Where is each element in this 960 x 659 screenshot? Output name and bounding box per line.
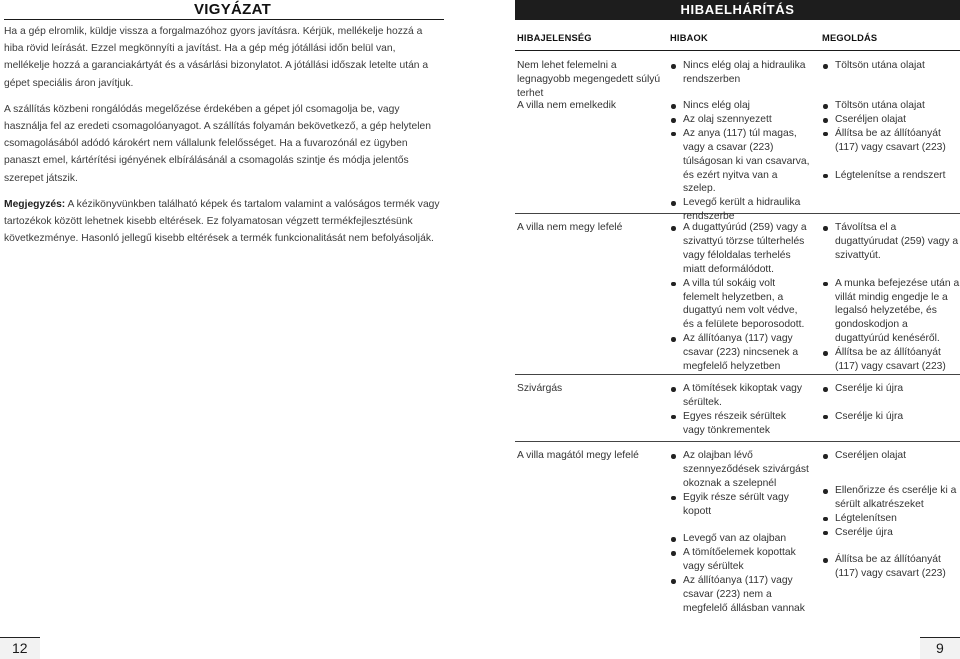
fix-item: Állítsa be az állítóanyát (117) vagy csavart (223) — [822, 127, 960, 155]
troubleshooting-banner: HIBAELHÁRÍTÁS — [515, 0, 960, 20]
row5-symptom: A villa magától megy lefelé — [517, 450, 639, 461]
cause-item: Egyik része sérült vagy kopott — [670, 491, 810, 519]
row1-symptom: Nem lehet felemelni a legnagyobb megengedett súlyú terhet — [517, 60, 661, 99]
fix-item: Cserélje ki újra — [822, 382, 960, 396]
header-fix: MEGOLDÁS — [822, 33, 878, 43]
header-divider — [515, 50, 960, 51]
row3-fixes — [822, 221, 960, 374]
row4-symptom: Szivárgás — [517, 383, 563, 394]
fix-item: Cseréljen olajat — [822, 449, 960, 463]
fix-item: Állítsa be az állítóanyát (117) vagy csavart (223) — [822, 553, 960, 581]
fix-item: Cserélje ki újra — [822, 410, 960, 424]
cause-item: Az állítóanya (117) vagy csavar (223) nincsenek a megfelelő helyzetben — [670, 332, 810, 374]
fix-item: Ellenőrizze és cserélje ki a sérült alkatrészeket — [822, 484, 960, 512]
row2-causes — [670, 99, 810, 224]
row1-causes — [670, 59, 810, 87]
fix-item: Töltsön utána olajat — [822, 59, 960, 73]
fix-item: A munka befejezése után a villát mindig engedje le a legalsó helyzetébe, és gondoskodjon a dugattyúrúd kenéséről. — [822, 277, 960, 347]
row2-symptom: A villa nem emelkedik — [517, 100, 617, 111]
fix-item: Légtelenítse a rendszert — [822, 169, 960, 183]
fix-item: Állítsa be az állítóanyát (117) vagy csavart (223) — [822, 346, 960, 374]
row-divider — [515, 441, 960, 442]
cause-item: Levegő van az olajban — [670, 532, 810, 546]
row4-causes — [670, 382, 810, 438]
cause-item: Egyes részeik sérültek vagy tönkrementek — [670, 410, 810, 438]
row1-fixes — [822, 59, 960, 73]
row-divider — [515, 374, 960, 375]
cause-item: Az állítóanya (117) vagy csavar (223) nem a megfelelő állásban vannak — [670, 574, 810, 616]
cause-item: A dugattyúrúd (259) vagy a szivattyú törzse túlterhelés vagy féloldalas terhelés miatt deformálódott. — [670, 221, 810, 277]
cause-item: Nincs elég olaj — [670, 99, 810, 113]
row4-fixes — [822, 382, 960, 424]
row5-causes — [670, 449, 810, 616]
right-page — [515, 0, 960, 20]
warning-banner — [4, 0, 444, 20]
cause-item: Levegő került a hidraulika rendszerbe — [670, 196, 810, 224]
left-page — [4, 0, 444, 247]
fix-item: Cserélje újra — [822, 526, 960, 540]
cause-item: Az anya (117) túl magas, vagy a csavar (223) túlságosan ki van csavarva, és ezért nyitva van a szelep. — [670, 127, 810, 197]
cause-item: A tömítések kikoptak vagy sérültek. — [670, 382, 810, 410]
fix-item: Távolítsa el a dugattyúrudat (259) vagy a szivattyút. — [822, 221, 960, 263]
row3-causes — [670, 221, 810, 374]
cause-item: Az olajban lévő szennyeződések szivárgást okoznak a szelepnél — [670, 449, 810, 491]
note-paragraph — [4, 196, 444, 248]
cause-item: Nincs elég olaj a hidraulika rendszerben — [670, 59, 810, 87]
header-symptom: HIBAJELENSÉG — [517, 33, 592, 43]
row3-symptom: A villa nem megy lefelé — [517, 222, 623, 233]
note-label: Megjegyzés: — [4, 198, 66, 210]
header-cause: HIBAOK — [670, 33, 708, 43]
shipping-paragraph: A szállítás közbeni rongálódás megelőzése érdekében a gépet jól csomagolja be, vagy használja fel az eredeti csomagolóanyagot. A szállítás folyamán bekövetkező, a gép helytelen csomagolásából adódó károkért nem vállalunk felelősséget. Ha a fuvarozónál ez ügyben panaszt emel, kártérítési igényének elbírálásánál a csomagolás szintje és módja jelentős szerepet játszik. — [4, 103, 432, 184]
page-number-left: 12 — [0, 637, 40, 659]
warranty-paragraph: Ha a gép elromlik, küldje vissza a forgalmazóhoz gyors javításra. Kérjük, mellékelje hozzá a hiba rövid leírását. Ezzel megkönnyíti a javítást. Ha a gép még jótállási időn belül van, mellékelje hozzá a garanciakártyát és a vásárlási bizonylatot. A jótállási időszak letelte után a gépet speciális áron javítjuk. — [4, 26, 429, 89]
cause-item: Az olaj szennyezett — [670, 113, 810, 127]
cause-item: A tömítőelemek kopottak vagy sérültek — [670, 546, 810, 574]
row2-fixes — [822, 99, 960, 182]
fix-item: Töltsön utána olajat — [822, 99, 960, 113]
fix-item: Légtelenítsen — [822, 512, 960, 526]
page-number-right: 9 — [920, 637, 960, 659]
warning-title: VIGYÁZAT — [194, 1, 272, 18]
note-text: A kézikönyvünkben található képek és tartalom valamint a valóságos termék vagy tartozékok között lehetnek kisebb eltérések. Ez folyamatosan végzett termékfejlesztésünk következménye. Hasonló jellegű kisebb eltérések a termék funkcionalitását nem befolyásolják. — [4, 198, 440, 245]
fix-item: Cseréljen olajat — [822, 113, 960, 127]
row5-fixes — [822, 449, 960, 581]
cause-item: A villa túl sokáig volt felemelt helyzetben, a dugattyú nem volt védve, és a felülete beporosodott. — [670, 277, 810, 333]
